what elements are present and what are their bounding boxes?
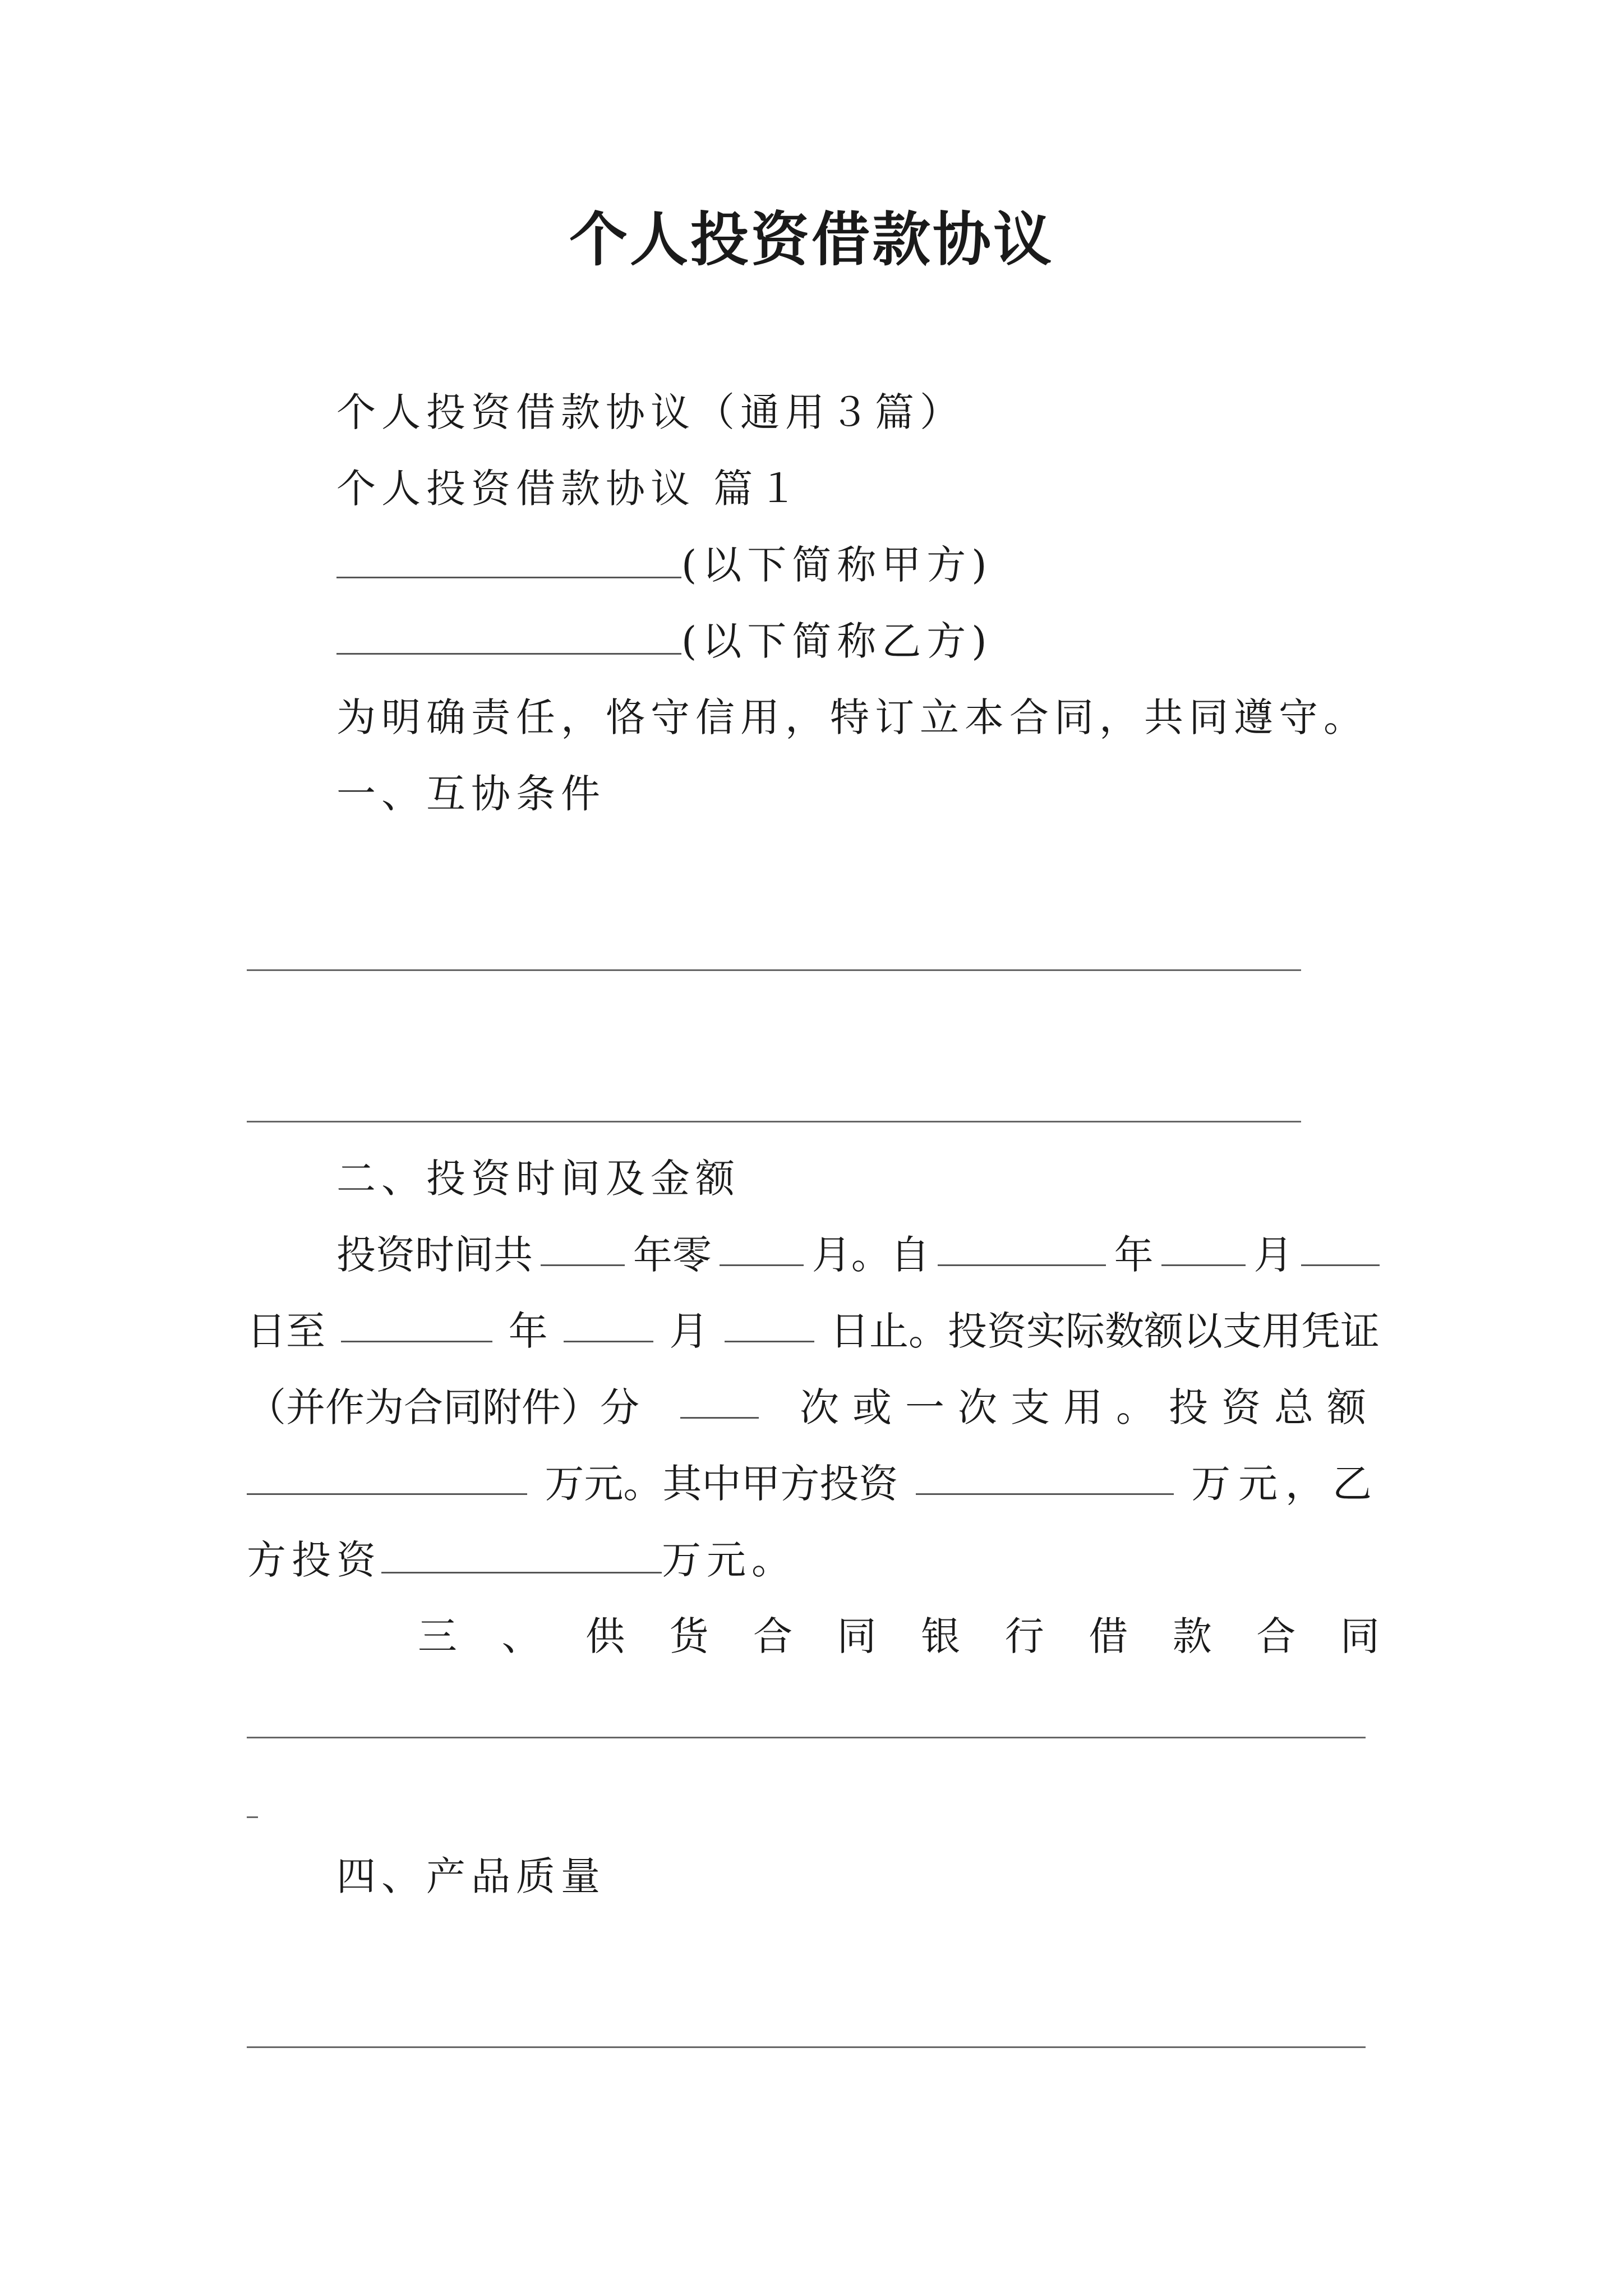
s2-l3-a: （并作为合同附件）分: [247, 1384, 639, 1430]
section-2-line-1: [336, 1230, 1380, 1280]
s3-char: 供: [585, 1613, 625, 1659]
s2-l5-a: 方投资: [247, 1537, 381, 1583]
document-title: 个人投资借款协议: [569, 205, 1054, 274]
section-2-line-2: [247, 1306, 1380, 1356]
s2-l1-c: 月。自: [811, 1232, 930, 1278]
times-blank[interactable]: [680, 1382, 759, 1419]
agreement-heading: 个人投资借款协议（通用３篇）: [336, 389, 965, 435]
s3-char: 合: [753, 1613, 793, 1659]
section-3-fill-line[interactable]: [247, 1737, 1366, 1738]
end-month-blank[interactable]: [564, 1306, 653, 1342]
end-year-blank[interactable]: [341, 1306, 492, 1342]
s3-char: 同: [837, 1613, 877, 1659]
s3-char: 款: [1172, 1613, 1212, 1659]
preamble-text: 为明确责任，恪守信用，特订立本合同，共同遵守。: [336, 694, 1368, 740]
s2-l2-c: 月: [669, 1308, 709, 1354]
section-2-line-4: [247, 1458, 1380, 1509]
s3-char: 银: [921, 1613, 961, 1659]
s3-char: 合: [1256, 1613, 1296, 1659]
section-3-fill-line-tail[interactable]: [247, 1816, 258, 1818]
section-4-heading: 四、产品质量: [336, 1853, 606, 1899]
s2-l4-b: 万元，乙: [1191, 1461, 1380, 1507]
total-amount-blank[interactable]: [247, 1458, 527, 1495]
section-1-heading: 一、互协条件: [336, 771, 606, 817]
s3-char: 借: [1089, 1613, 1128, 1659]
s2-l2-d: 日止。投资实际数额以支用凭证: [829, 1308, 1380, 1354]
s2-l1-b: 年零: [633, 1232, 712, 1278]
party-a-line: [336, 540, 993, 590]
part-heading: 个人投资借款协议 篇１: [336, 466, 804, 512]
s2-l1-a: 投资时间共: [336, 1232, 533, 1278]
start-day-blank[interactable]: [1301, 1230, 1380, 1266]
s2-l2-b: 年: [508, 1308, 548, 1354]
s2-l1-d: 年: [1114, 1232, 1154, 1278]
party-a-amount-blank[interactable]: [916, 1458, 1174, 1495]
party-b-blank[interactable]: [336, 618, 681, 655]
party-b-amount-blank[interactable]: [381, 1537, 662, 1573]
s3-char: 货: [669, 1613, 709, 1659]
party-b-line: [336, 616, 993, 666]
party-b-label: (以下简称乙方): [681, 618, 993, 664]
years-blank[interactable]: [541, 1230, 625, 1266]
party-a-blank[interactable]: [336, 542, 681, 578]
s2-l5-b: 万元。: [662, 1537, 796, 1583]
section-2-heading: 二、投资时间及金额: [336, 1156, 740, 1202]
s2-l3-b: 次或一次支用。投资总额: [800, 1384, 1380, 1430]
section-2-line-3: [247, 1382, 1380, 1433]
section-4-fill-line[interactable]: [247, 2046, 1366, 2048]
s3-char: 同: [1340, 1613, 1380, 1659]
section-2-line-5: [247, 1535, 796, 1585]
start-year-blank[interactable]: [938, 1230, 1106, 1266]
section-3-heading: [418, 1611, 1380, 1662]
party-a-label: (以下简称甲方): [681, 542, 993, 588]
months-blank[interactable]: [720, 1230, 804, 1266]
s3-char: 、: [501, 1613, 541, 1659]
s2-l2-a: 日至: [247, 1308, 325, 1354]
section-1-fill-line-2[interactable]: [247, 1121, 1301, 1122]
section-1-fill-line-1[interactable]: [247, 969, 1301, 971]
start-month-blank[interactable]: [1161, 1230, 1246, 1266]
s3-char: 行: [1004, 1613, 1044, 1659]
s2-l1-e: 月: [1253, 1232, 1293, 1278]
s3-char: 三: [418, 1613, 457, 1659]
s2-l4-a: 万元。其中甲方投资: [545, 1461, 898, 1507]
end-day-blank[interactable]: [725, 1306, 814, 1342]
